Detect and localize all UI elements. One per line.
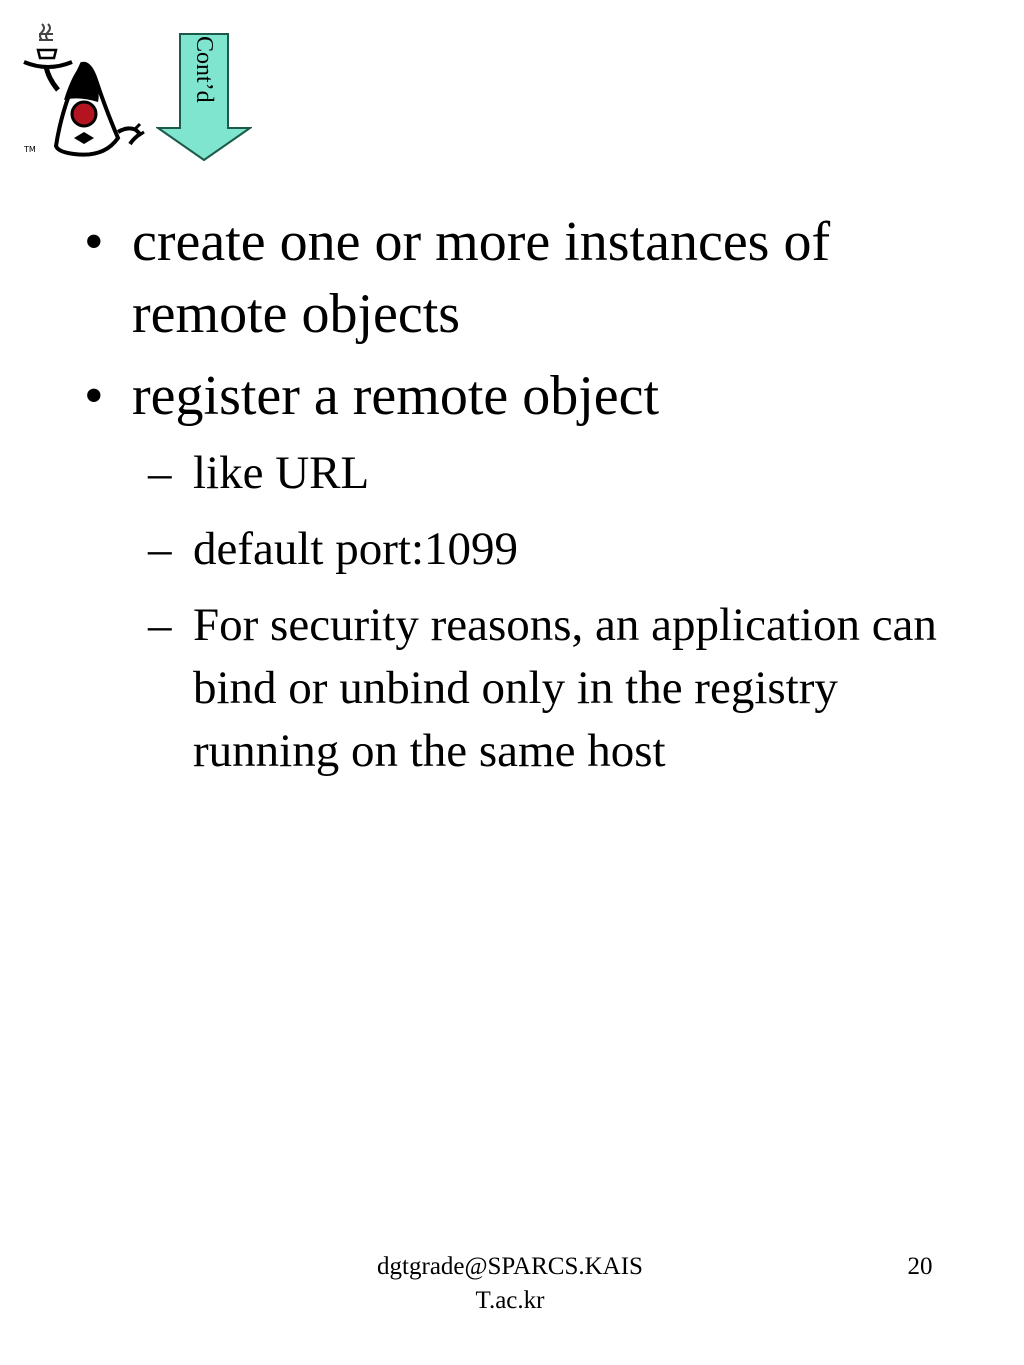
page-number: 20 <box>907 1253 933 1280</box>
bullet-item <box>0 360 992 432</box>
svg-text:TM: TM <box>24 145 36 154</box>
bullet-marker: • <box>84 211 104 273</box>
cup-icon <box>38 50 56 58</box>
sub-bullet-text: For security reasons, an application can bind or unbind only in the registry running on the same host <box>193 599 937 777</box>
bullet-text: register a remote object <box>132 365 660 427</box>
slide-body <box>0 206 1024 796</box>
java-duke-logo <box>22 20 150 160</box>
sub-bullet-item <box>0 594 983 783</box>
bullet-item <box>0 206 992 350</box>
bullet-marker: • <box>84 365 104 427</box>
sub-bullet-item <box>0 442 983 505</box>
contd-label: Cont’d <box>191 36 217 103</box>
footer-email-line-1: dgtgrade@SPARCS.KAIS <box>377 1253 643 1280</box>
steam-icon <box>39 24 53 40</box>
duke-nose <box>72 102 96 126</box>
sub-bullet-item <box>0 518 983 581</box>
sub-bullet-marker: – <box>148 599 172 651</box>
sub-bullet-marker: – <box>148 447 172 499</box>
footer-email <box>360 1250 660 1318</box>
sub-bullet-text: default port:1099 <box>193 523 519 575</box>
footer-email-line-2: T.ac.kr <box>475 1287 545 1314</box>
sub-bullet-text: like URL <box>193 447 370 499</box>
bullet-text: create one or more instances of remote objects <box>132 211 831 345</box>
sub-bullet-marker: – <box>148 523 172 575</box>
